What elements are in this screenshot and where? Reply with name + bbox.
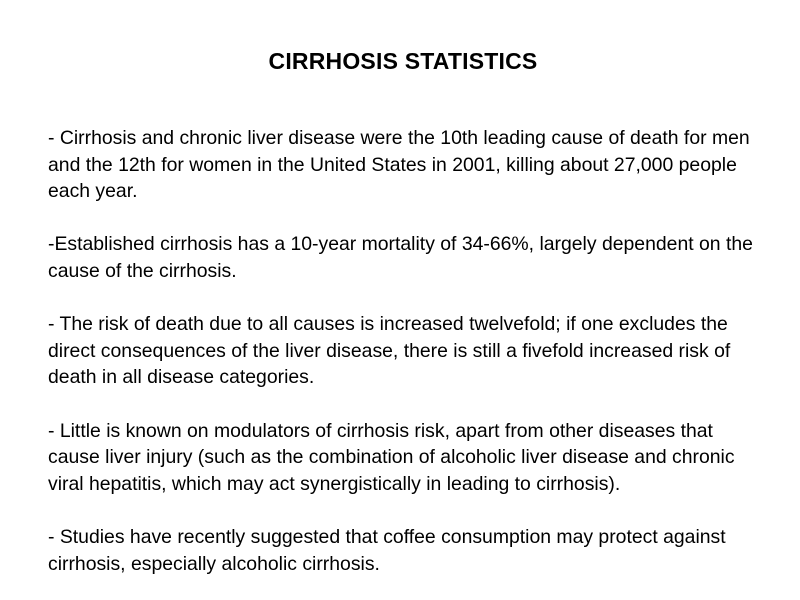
slide-title: CIRRHOSIS STATISTICS xyxy=(268,48,538,74)
bullet-risk-of-death: - The risk of death due to all causes is increased twelvefold; if one excludes the direct consequences of the liver disease, there is still a fivefold increased risk of death in all disease categories. xyxy=(48,313,731,389)
bullet-coffee-consumption: - Studies have recently suggested that coffee consumption may protect against cirrhosis, especially alcoholic cirrhosis. xyxy=(48,525,726,575)
bullet-mortality-ranking: - Cirrhosis and chronic liver disease were the 10th leading cause of death for men and the 12th for women in the United States in 2001, killing about 27,000 people each year. xyxy=(48,127,750,203)
slide-body xyxy=(48,125,768,577)
bullet-ten-year-mortality: -Established cirrhosis has a 10-year mortality of 34-66%, largely dependent on the cause of the cirrhosis. xyxy=(48,233,753,282)
bullet-risk-modulators: - Little is known on modulators of cirrhosis risk, apart from other diseases that cause liver injury (such as the combination of alcoholic liver disease and chronic viral hepatitis, which may act synergistically in leading to cirrhosis). xyxy=(48,419,735,495)
